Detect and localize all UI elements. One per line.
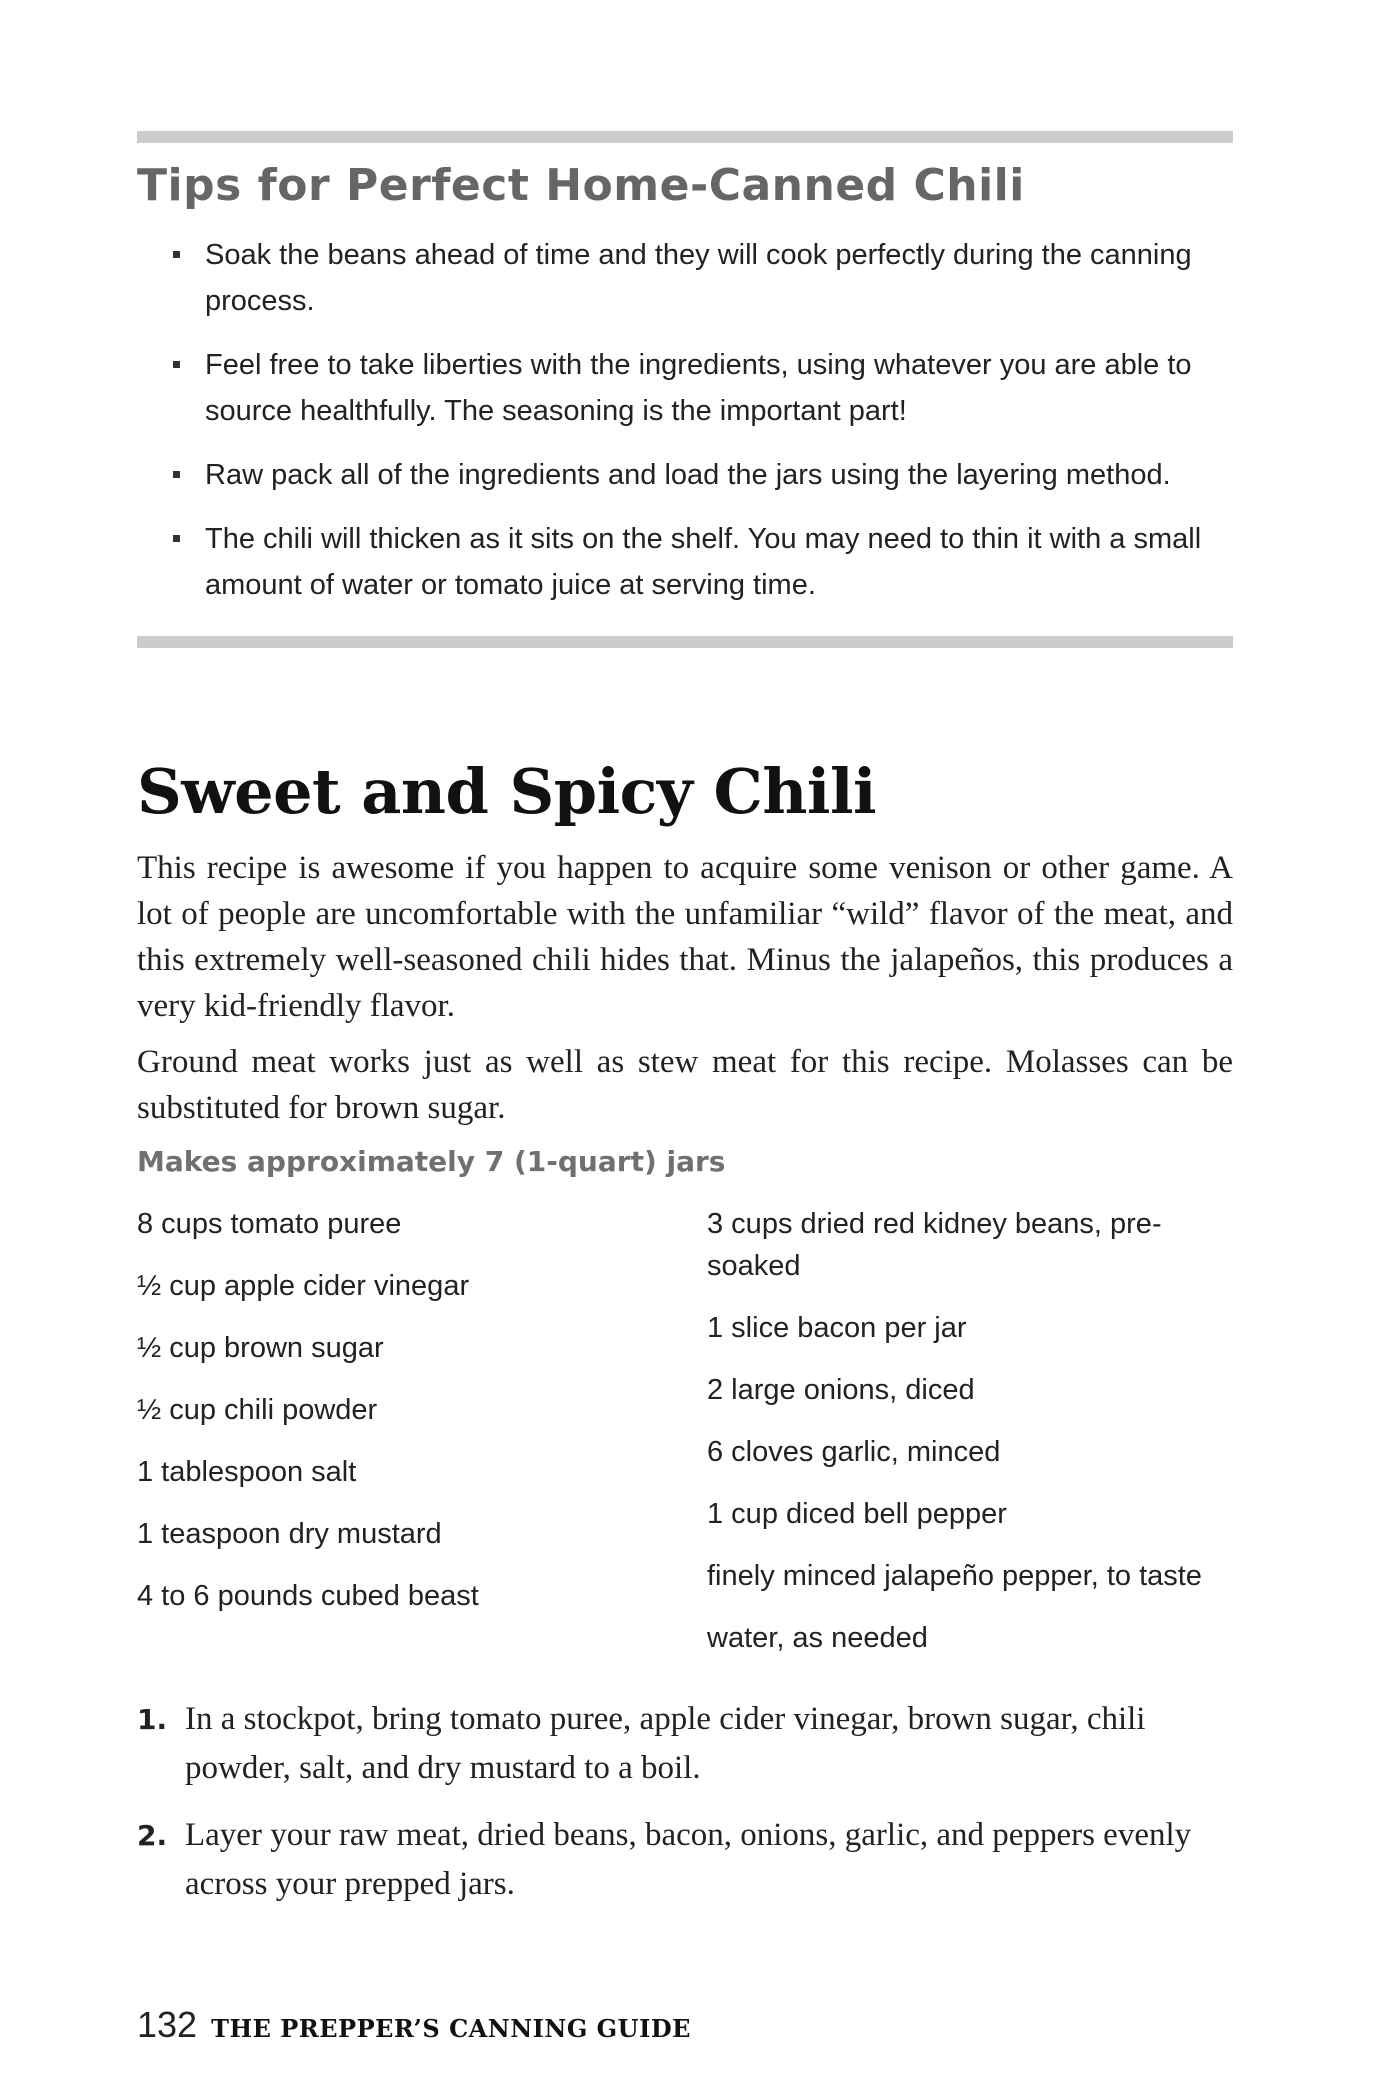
ingredient-item: 1 slice bacon per jar <box>707 1312 967 1344</box>
tips-list <box>137 232 1233 626</box>
recipe-intro <box>137 845 1233 1141</box>
ingredients-column-right <box>707 1203 1233 1679</box>
step-item <box>137 1811 1233 1909</box>
tip-item <box>137 516 1233 608</box>
tip-item <box>137 452 1233 498</box>
tip-text: The chili will thicken as it sits on the shelf. You may need to thin it with a small amount of water or tomato juice at serving time. <box>205 523 1202 601</box>
tip-text: Soak the beans ahead of time and they will cook perfectly during the canning process. <box>205 239 1192 317</box>
ingredient-item: 1 tablespoon salt <box>137 1456 357 1488</box>
ingredient-item: 1 cup diced bell pepper <box>707 1498 1007 1530</box>
ingredient-item: water, as needed <box>707 1622 928 1654</box>
tips-title: Tips for Perfect Home-Canned Chili <box>137 160 1025 211</box>
recipe-steps <box>137 1695 1233 1927</box>
page-number: 132 <box>137 2004 198 2045</box>
recipe-title: Sweet and Spicy Chili <box>137 755 877 828</box>
ingredient-item: ½ cup apple cider vinegar <box>137 1270 470 1302</box>
ingredient-item: ½ cup brown sugar <box>137 1332 384 1364</box>
recipe-yield: Makes approximately 7 (1-quart) jars <box>137 1145 726 1178</box>
tip-item <box>137 232 1233 324</box>
book-page <box>137 0 1233 2100</box>
bullet-icon <box>173 535 180 542</box>
running-book-title: THE PREPPER’S CANNING GUIDE <box>211 2014 691 2043</box>
ingredient-item: ½ cup chili powder <box>137 1394 378 1426</box>
ingredient-item: 4 to 6 pounds cubed beast <box>137 1580 479 1612</box>
tip-item <box>137 342 1233 434</box>
page-footer <box>137 2004 691 2054</box>
step-text: Layer your raw meat, dried beans, bacon, onions, garlic, and peppers evenly across your prepped jars. <box>185 1817 1192 1902</box>
bullet-icon <box>173 361 180 368</box>
ingredient-item: finely minced jalapeño pepper, to taste <box>707 1560 1202 1592</box>
step-number: 2. <box>137 1819 168 1852</box>
bullet-icon <box>173 251 180 258</box>
tip-text: Feel free to take liberties with the ingredients, using whatever you are able to source healthfully. The seasoning is the important part! <box>205 349 1192 427</box>
step-text: In a stockpot, bring tomato puree, apple cider vinegar, brown sugar, chili powder, salt, and dry mustard to a boil. <box>185 1701 1146 1786</box>
intro-paragraph: This recipe is awesome if you happen to acquire some venison or other game. A lot of people are uncomfortable with the unfamiliar “wild” flavor of the meat, and this extremely well-seasoned chili hides that. Minus the jalapeños, this produces a very kid-friendly flavor. <box>137 850 1233 1024</box>
ingredient-item: 3 cups dried red kidney beans, pre-soaked <box>707 1208 1162 1282</box>
tip-text: Raw pack all of the ingredients and load the jars using the layering method. <box>205 459 1171 491</box>
ingredient-item: 6 cloves garlic, minced <box>707 1436 1001 1468</box>
tips-box-bottom-rule <box>137 636 1233 648</box>
step-number: 1. <box>137 1703 168 1736</box>
ingredient-item: 8 cups tomato puree <box>137 1208 402 1240</box>
ingredient-item: 1 teaspoon dry mustard <box>137 1518 442 1550</box>
bullet-icon <box>173 471 180 478</box>
tips-box-top-rule <box>137 131 1233 143</box>
intro-paragraph: Ground meat works just as well as stew meat for this recipe. Molasses can be substituted for brown sugar. <box>137 1044 1233 1126</box>
step-item <box>137 1695 1233 1793</box>
ingredient-item: 2 large onions, diced <box>707 1374 975 1406</box>
ingredients-column-left <box>137 1203 697 1637</box>
